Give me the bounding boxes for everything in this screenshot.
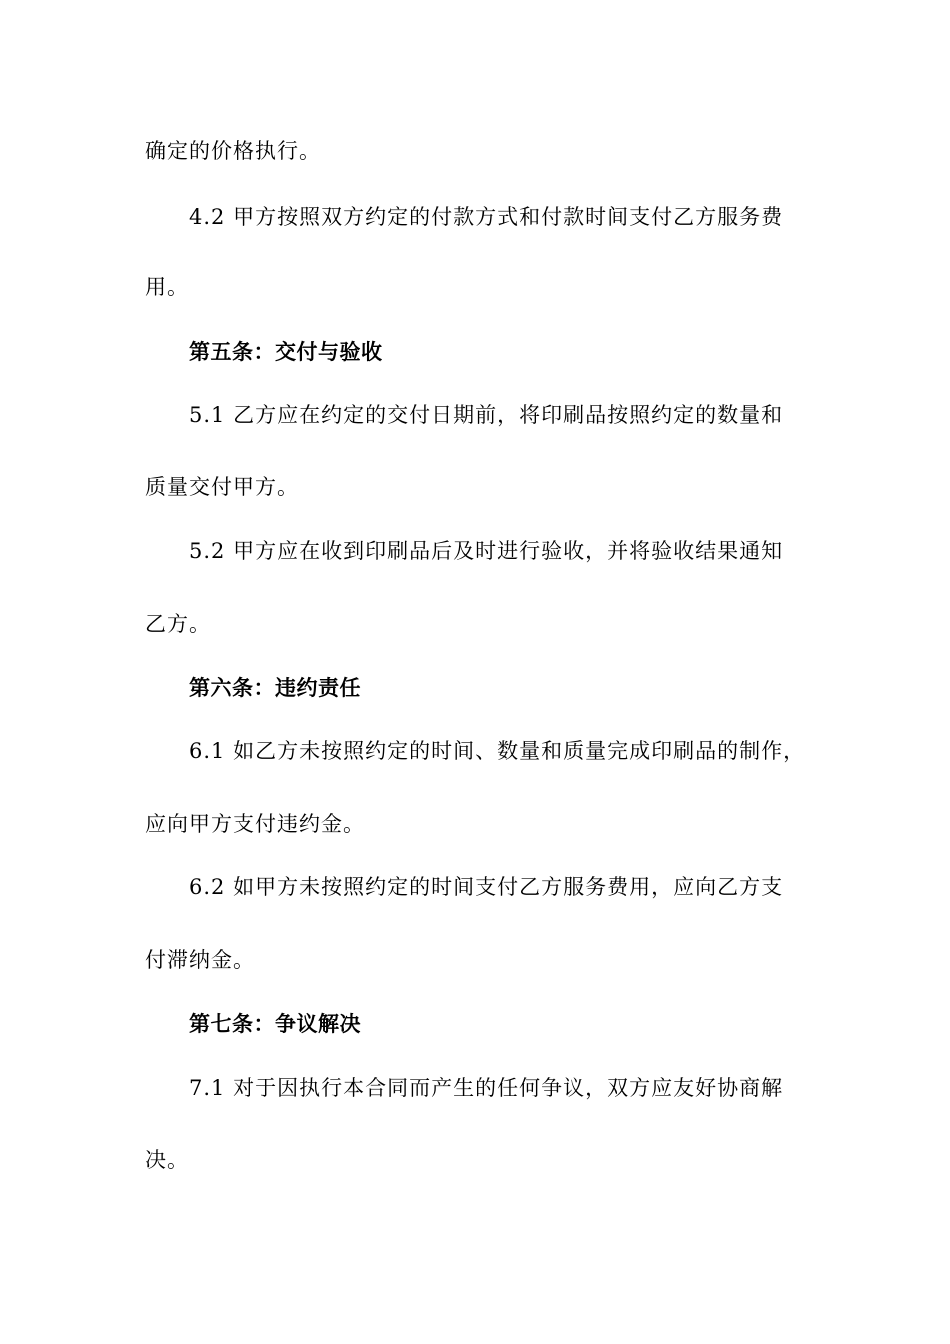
paragraph-continuation: 质量交付甲方。 [145,475,299,499]
section-heading-5: 第五条：交付与验收 [189,340,383,364]
paragraph-continuation: 付滞纳金。 [145,948,255,972]
section-heading-6: 第六条：违约责任 [189,676,361,700]
clause-5-2: 5.2 甲方应在收到印刷品后及时进行验收，并将验收结果通知 [189,539,784,563]
paragraph-continuation: 乙方。 [145,612,211,636]
clause-6-1: 6.1 如乙方未按照约定的时间、数量和质量完成印刷品的制作， [189,739,806,763]
paragraph-continuation: 决。 [145,1148,189,1172]
paragraph-continuation: 用。 [145,275,189,299]
clause-7-1: 7.1 对于因执行本合同而产生的任何争议，双方应友好协商解 [189,1076,784,1100]
section-heading-7: 第七条：争议解决 [189,1012,361,1036]
clause-5-1: 5.1 乙方应在约定的交付日期前，将印刷品按照约定的数量和 [189,403,784,427]
paragraph-continuation: 确定的价格执行。 [145,139,321,163]
clause-6-2: 6.2 如甲方未按照约定的时间支付乙方服务费用，应向乙方支 [189,875,784,899]
paragraph-continuation: 应向甲方支付违约金。 [145,812,365,836]
clause-4-2: 4.2 甲方按照双方约定的付款方式和付款时间支付乙方服务费 [189,205,784,229]
